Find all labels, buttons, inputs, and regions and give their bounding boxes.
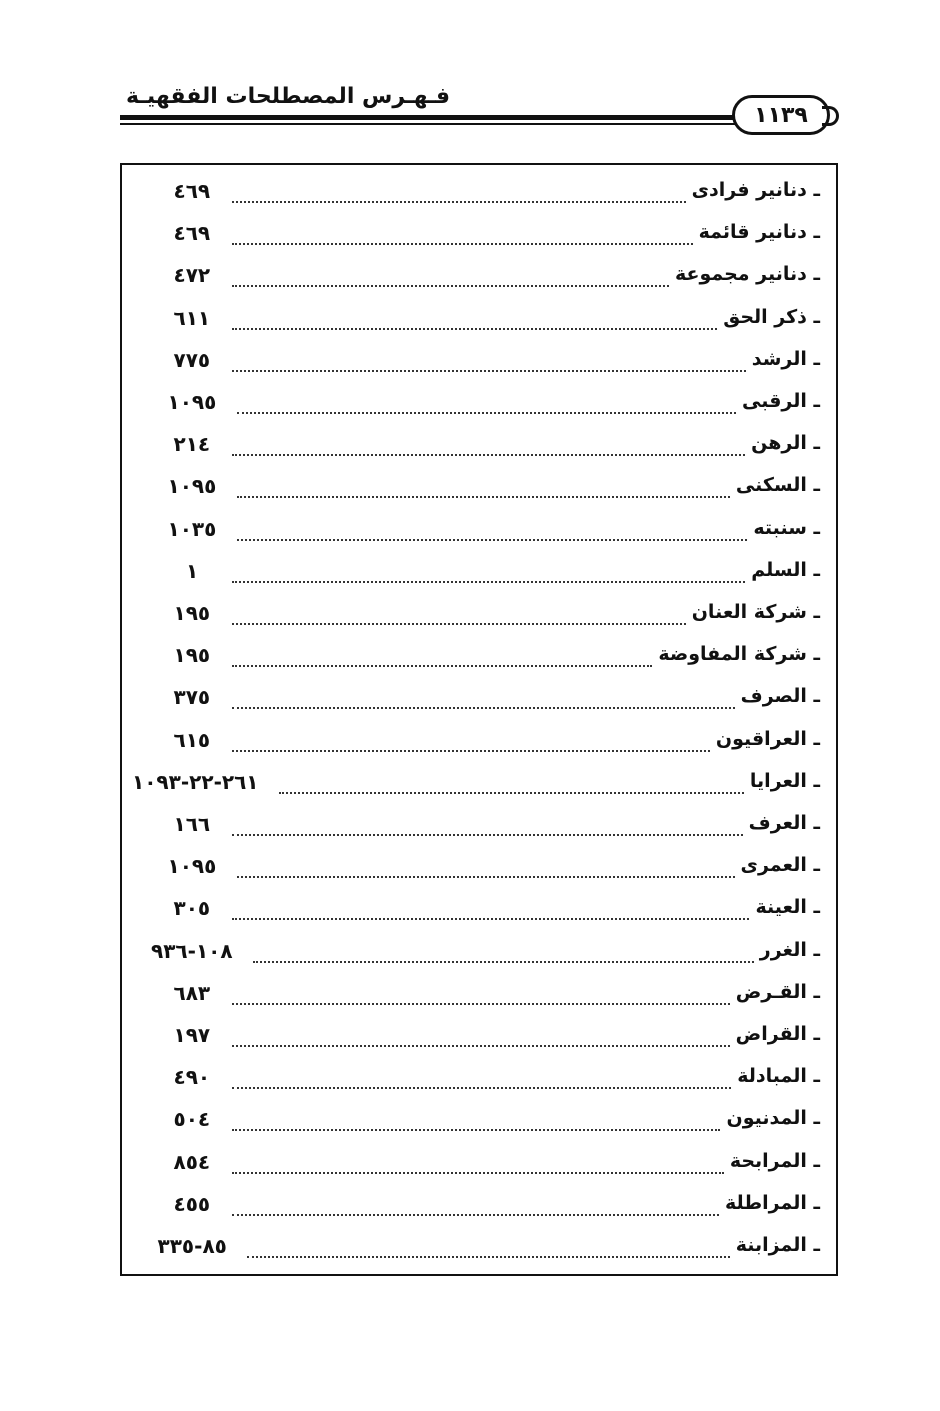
index-entry	[122, 939, 836, 979]
index-entry-pages: ٧٧٥	[173, 347, 211, 372]
index-entry-term: ـ العرف	[748, 812, 820, 834]
index-entry	[122, 1192, 836, 1232]
index-entry-pages: ٤٥٥	[173, 1191, 211, 1216]
dot-leader	[232, 285, 669, 287]
dot-leader	[232, 834, 743, 836]
dot-leader	[232, 243, 693, 245]
index-entry-term: ـ القراض	[735, 1023, 820, 1045]
index-entry-pages: ٤٦٩	[173, 179, 211, 203]
index-entry	[122, 770, 836, 810]
index-entry	[122, 517, 836, 557]
index-entry-pages: ٤٧٢	[173, 263, 211, 288]
dot-leader	[232, 665, 652, 667]
index-entry-pages: ١٠٩٥	[167, 854, 217, 879]
badge-ornament	[822, 106, 839, 126]
index-entry-term: ـ الغرر	[759, 938, 820, 961]
index-entry-pages: ٤٦٩	[173, 221, 211, 246]
index-entry	[122, 390, 836, 430]
index-entry-pages: ٨٥٤	[173, 1149, 211, 1174]
dot-leader	[232, 1172, 724, 1174]
index-entry-term: ـ السلم	[751, 558, 820, 581]
index-entry-term: ـ الصرف	[740, 685, 820, 708]
index-entry-pages: ٤٩٠	[173, 1065, 211, 1090]
dot-leader	[232, 750, 710, 752]
index-entry	[122, 221, 836, 261]
index-entry-term: ـ العراقيون	[715, 727, 820, 750]
index-entry	[122, 348, 836, 388]
index-entry-term: ـ الرقبى	[742, 390, 820, 412]
index-entry	[122, 896, 836, 936]
dot-leader	[253, 961, 754, 963]
index-entry	[122, 981, 836, 1021]
index-entry-term: ـ دنانير مجموعة	[674, 263, 820, 286]
dot-leader	[232, 1003, 730, 1005]
index-entry-pages: ١٦٦	[173, 812, 211, 836]
index-box	[120, 163, 838, 1276]
index-entry-pages: ٢١٤	[173, 432, 211, 457]
dot-leader	[237, 876, 736, 878]
index-entry-term: ـ شركة العنان	[691, 601, 820, 623]
index-entry	[122, 474, 836, 514]
dot-leader	[279, 792, 744, 794]
index-entry	[122, 306, 836, 346]
dot-leader	[237, 496, 731, 498]
dot-leader	[232, 1129, 720, 1131]
index-entry-pages: ٦١١	[173, 305, 211, 330]
dot-leader	[232, 370, 746, 372]
index-entry	[122, 1023, 836, 1063]
index-entry-term: ـ العمرى	[740, 854, 820, 877]
index-entry-pages: ٥٠٤	[173, 1107, 211, 1132]
index-entry	[122, 601, 836, 641]
dot-leader	[232, 623, 686, 625]
index-entry-pages: ١٠٣٥	[167, 516, 217, 541]
dot-leader	[237, 539, 748, 541]
dot-leader	[232, 707, 735, 709]
index-entry-pages: ٣٧٥	[173, 685, 211, 710]
index-entry-pages: ١٠٩٥	[167, 390, 217, 414]
index-entry	[122, 179, 836, 219]
index-entry-pages: ١٩٧	[173, 1023, 211, 1047]
index-entry-term: ـ العرايا	[749, 769, 820, 792]
index-entry-term: ـ المبادلة	[737, 1065, 820, 1088]
header-rule-thin	[120, 123, 738, 125]
dot-leader	[237, 412, 737, 414]
index-entry-term: ـ المراطلة	[725, 1191, 820, 1214]
index-entry-term: ـ سنبته	[753, 516, 820, 539]
index-entry	[122, 432, 836, 472]
index-entry	[122, 728, 836, 768]
index-entry	[122, 685, 836, 725]
page-number-badge: ١١٣٩	[732, 95, 830, 135]
index-entry-pages: ١٠٨-٩٣٦	[151, 938, 233, 963]
index-entry-term: ـ القـرض	[735, 980, 820, 1003]
header-rule	[120, 115, 740, 120]
running-title: فـهـرس المصطلحات الفقهيـة	[126, 84, 451, 109]
index-entry-pages: ٦٨٣	[173, 980, 211, 1005]
dot-leader	[232, 454, 745, 456]
index-entry-pages: ٣٠٥	[173, 896, 211, 921]
index-entry	[122, 1065, 836, 1105]
index-entry-pages: ٨٥-٣٣٥	[157, 1234, 227, 1258]
index-entry-term: ـ ذكر الحق	[723, 305, 820, 328]
dot-leader	[232, 201, 686, 203]
index-entry-pages: ٢٦١-٢٢-١٠٩٣	[132, 769, 259, 794]
index-entry	[122, 559, 836, 599]
index-entry-pages: ١٠٩٥	[167, 474, 217, 499]
dot-leader	[232, 918, 749, 920]
index-entry	[122, 854, 836, 894]
dot-leader	[232, 328, 717, 330]
index-entry-term: ـ العينة	[755, 896, 820, 919]
index-entry	[122, 263, 836, 303]
dot-leader	[232, 1045, 730, 1047]
index-entry-term: ـ الرشد	[751, 347, 820, 370]
index-entry-term: ـ الرهن	[751, 432, 820, 455]
dot-leader	[232, 1087, 731, 1089]
index-entry	[122, 1234, 836, 1274]
index-entry-term: ـ دنانير قائمة	[698, 221, 820, 244]
index-entry-pages: ١	[186, 558, 199, 583]
index-entry-pages: ١٩٥	[173, 643, 211, 668]
index-entry-pages: ٦١٥	[173, 727, 211, 752]
index-entry	[122, 643, 836, 683]
index-entry-term: ـ شركة المفاوضة	[658, 643, 820, 666]
index-entry-pages: ١٩٥	[173, 601, 211, 625]
dot-leader	[232, 1214, 719, 1216]
index-entry-term: ـ السكنى	[735, 474, 820, 497]
page-header	[0, 0, 940, 140]
dot-leader	[247, 1256, 731, 1258]
index-entry-term: ـ المزابنة	[735, 1234, 820, 1256]
index-entry-term: ـ المرابحة	[729, 1149, 820, 1172]
index-entry	[122, 1107, 836, 1147]
index-entry-term: ـ دنانير فرادى	[691, 179, 820, 201]
index-entry	[122, 812, 836, 852]
dot-leader	[232, 581, 745, 583]
index-entry	[122, 1150, 836, 1190]
index-entry-term: ـ المدنيون	[726, 1107, 820, 1130]
